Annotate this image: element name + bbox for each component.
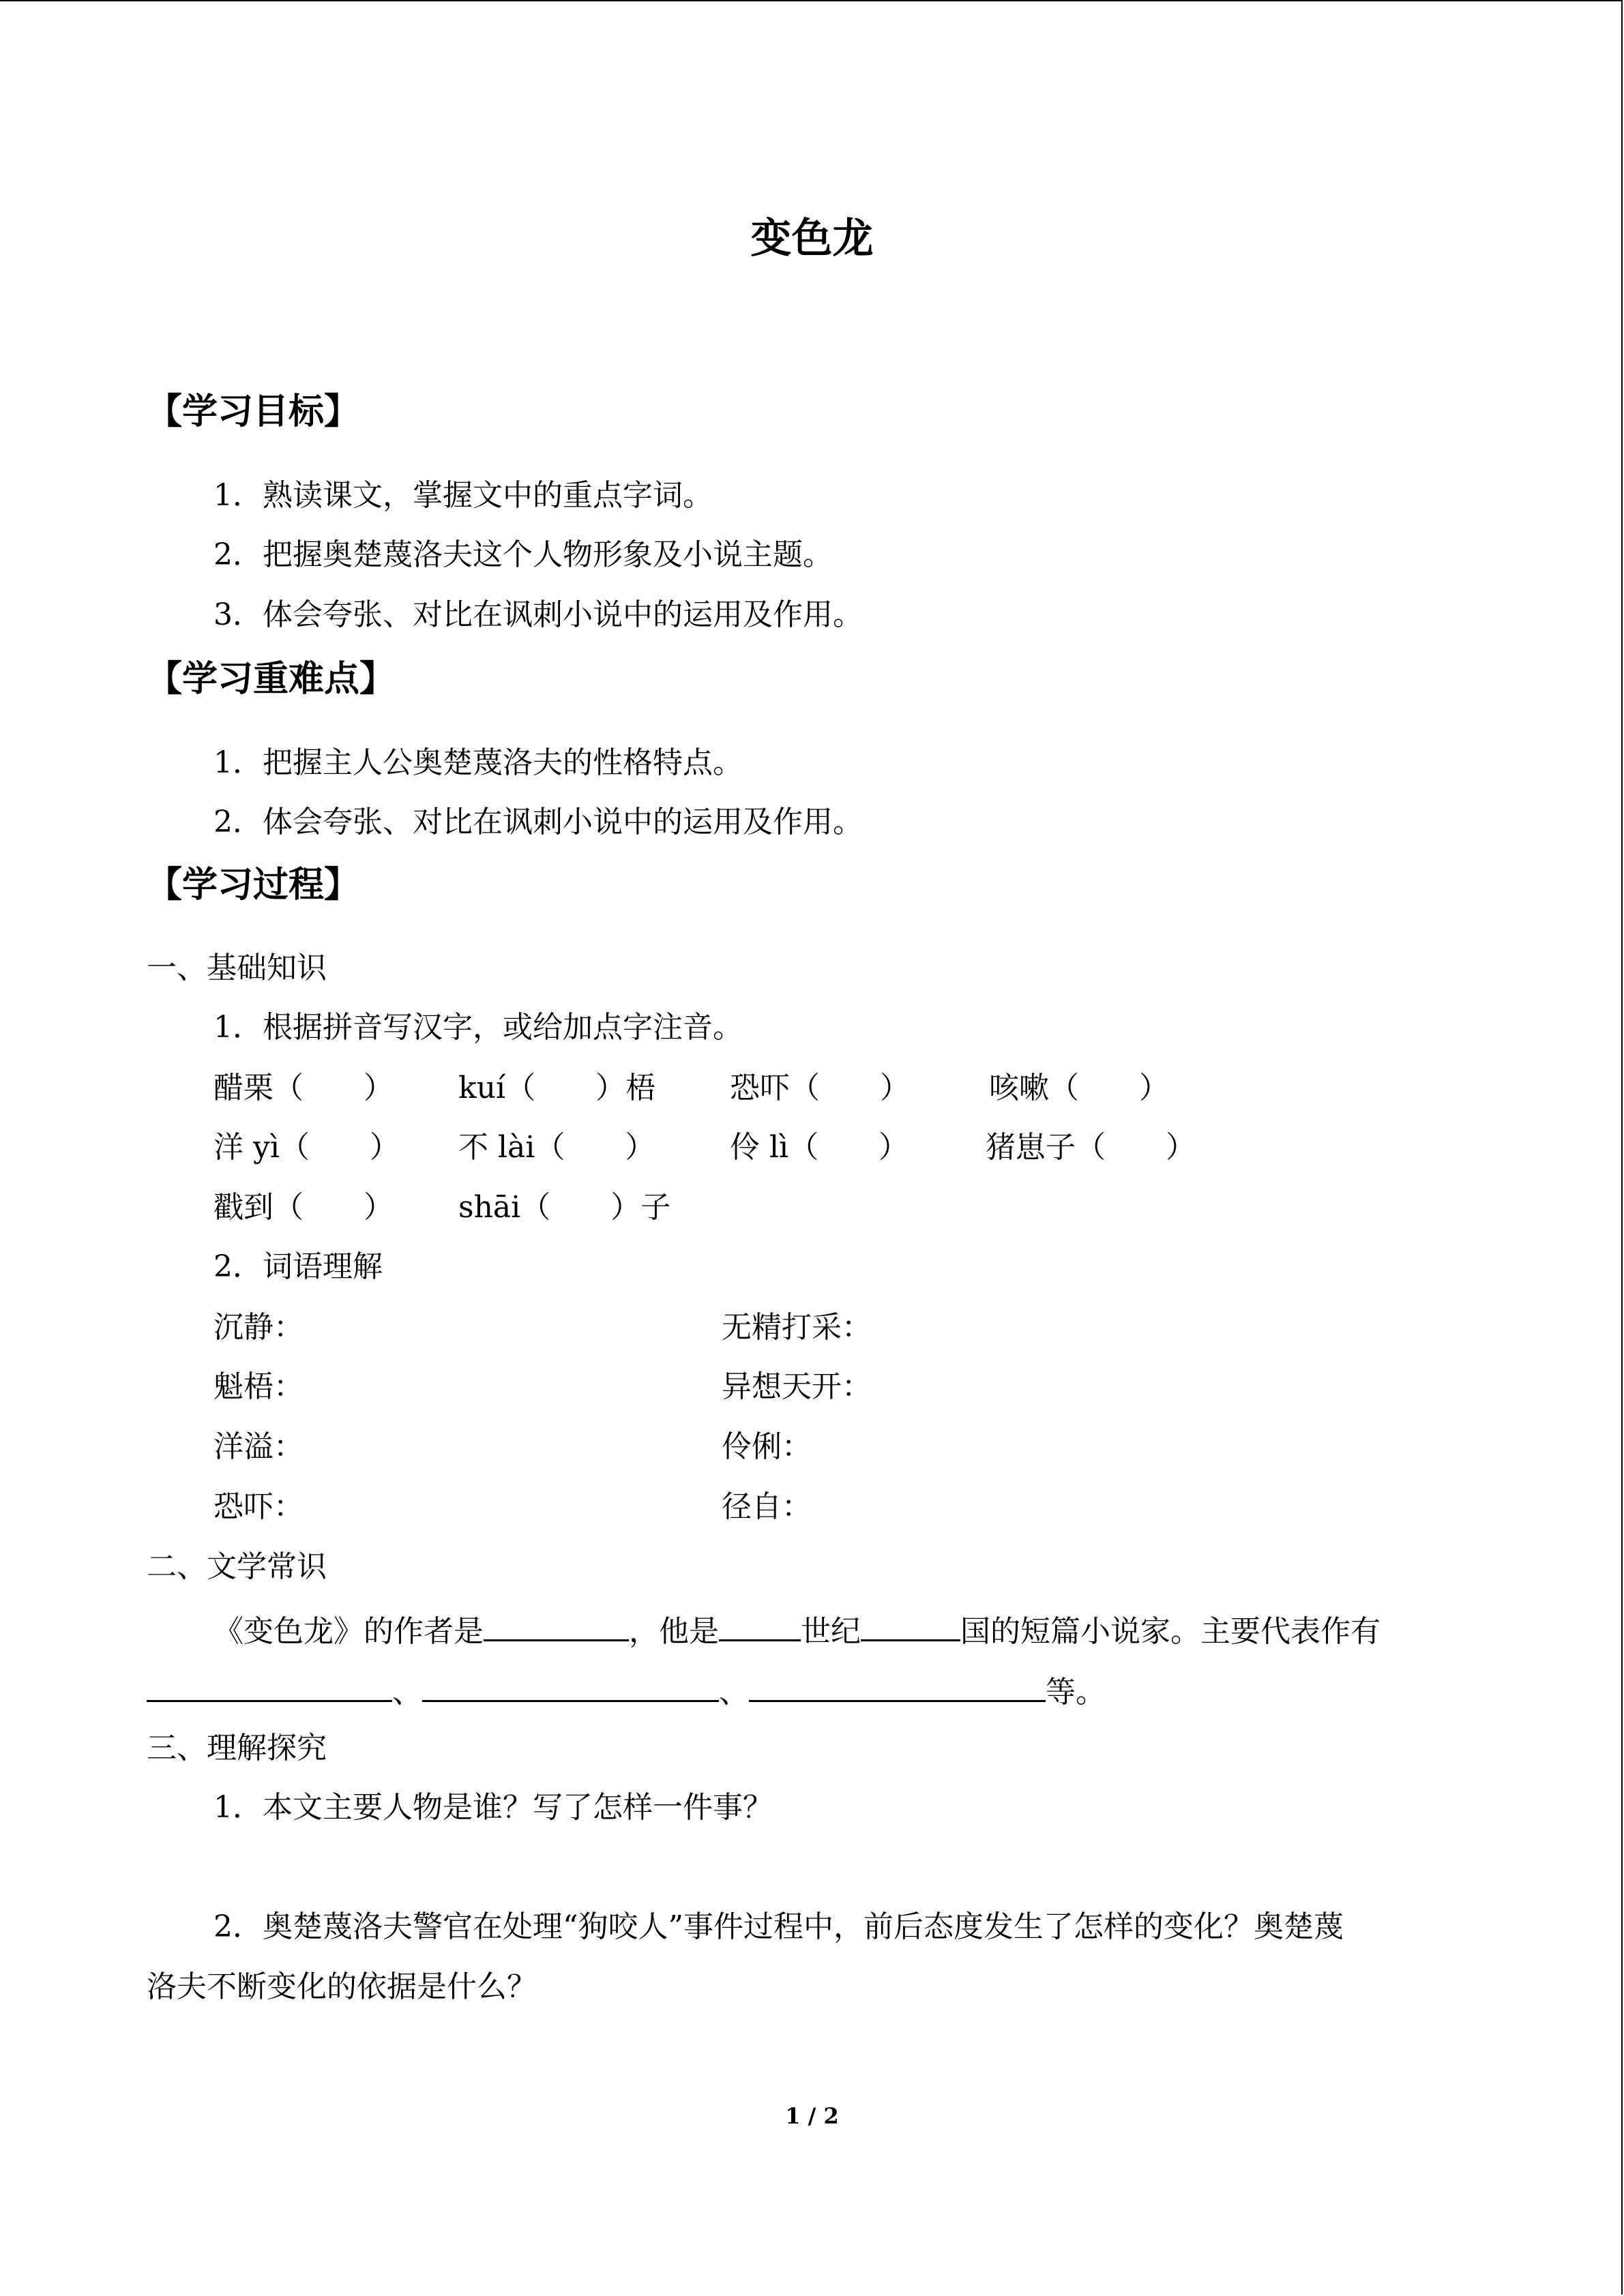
part3-question-2-line2: 洛夫不断变化的依据是什么？ bbox=[147, 1969, 537, 2004]
sentence-text: 世纪 bbox=[801, 1614, 861, 1649]
vocab-term: 恐吓： bbox=[213, 1489, 304, 1524]
literature-sentence-line1 bbox=[213, 1612, 1381, 1647]
country-blank[interactable] bbox=[861, 1612, 960, 1641]
vocab-term: 魁梧： bbox=[213, 1369, 304, 1404]
sentence-text: ，他是 bbox=[629, 1614, 719, 1649]
document-title: 变色龙 bbox=[750, 215, 874, 263]
pinyin-item: 不 lài（ ） bbox=[458, 1130, 655, 1165]
pinyin-item: 恐吓（ ） bbox=[730, 1071, 910, 1105]
heading-key-points: 【学习重难点】 bbox=[147, 658, 396, 700]
pinyin-item: 醋栗（ ） bbox=[213, 1071, 394, 1105]
pinyin-item: kuí（ ）梧 bbox=[458, 1071, 656, 1105]
sentence-text: 《变色龙》的作者是 bbox=[213, 1614, 484, 1649]
sentence-text: 国的短篇小说家。主要代表作有 bbox=[960, 1614, 1381, 1649]
separator: 、 bbox=[719, 1675, 749, 1710]
pinyin-item: 戳到（ ） bbox=[213, 1190, 394, 1225]
pinyin-item: 伶 lì（ ） bbox=[730, 1130, 909, 1165]
part1-heading: 一、基础知识 bbox=[147, 951, 327, 985]
vocab-term: 洋溢： bbox=[213, 1429, 304, 1464]
key-point-item: 2．体会夸张、对比在讽刺小说中的运用及作用。 bbox=[213, 805, 863, 839]
goal-item: 1．熟读课文，掌握文中的重点字词。 bbox=[213, 478, 713, 513]
part3-question-1: 1．本文主要人物是谁？写了怎样一件事？ bbox=[213, 1790, 773, 1825]
pinyin-item: 洋 yì（ ） bbox=[213, 1130, 400, 1165]
pinyin-item: 猪崽子（ ） bbox=[986, 1130, 1196, 1165]
separator: 、 bbox=[392, 1675, 422, 1710]
century-blank[interactable] bbox=[719, 1612, 801, 1641]
work-blank-3[interactable] bbox=[749, 1673, 1046, 1702]
vocab-term: 异想天开： bbox=[722, 1369, 872, 1404]
key-point-item: 1．把握主人公奥楚蔑洛夫的性格特点。 bbox=[213, 745, 743, 780]
part1-q2-prompt: 2．词语理解 bbox=[213, 1249, 383, 1284]
vocab-term: 无精打采： bbox=[722, 1310, 872, 1345]
part2-heading: 二、文学常识 bbox=[147, 1549, 327, 1584]
vocab-term: 沉静： bbox=[213, 1310, 304, 1345]
heading-learning-goals: 【学习目标】 bbox=[147, 391, 360, 432]
goal-item: 2．把握奥楚蔑洛夫这个人物形象及小说主题。 bbox=[213, 537, 833, 572]
vocab-term: 伶俐： bbox=[722, 1429, 812, 1464]
page-number: 1 / 2 bbox=[785, 2103, 839, 2129]
work-blank-2[interactable] bbox=[422, 1673, 719, 1702]
pinyin-item: shāi（ ）子 bbox=[458, 1190, 671, 1225]
literature-sentence-line2 bbox=[147, 1673, 1106, 1708]
part3-question-2-line1: 2．奥楚蔑洛夫警官在处理“狗咬人”事件过程中，前后态度发生了怎样的变化？奥楚蔑 bbox=[213, 1909, 1344, 1944]
author-blank[interactable] bbox=[484, 1612, 629, 1641]
part1-q1-prompt: 1．根据拼音写汉字，或给加点字注音。 bbox=[213, 1010, 743, 1045]
pinyin-item: 咳嗽（ ） bbox=[989, 1071, 1169, 1105]
part3-heading: 三、理解探究 bbox=[147, 1731, 327, 1765]
work-blank-1[interactable] bbox=[147, 1673, 392, 1702]
goal-item: 3．体会夸张、对比在讽刺小说中的运用及作用。 bbox=[213, 597, 863, 632]
heading-learning-process: 【学习过程】 bbox=[147, 864, 360, 906]
sentence-text: 等。 bbox=[1046, 1675, 1106, 1710]
vocab-term: 径自： bbox=[722, 1489, 812, 1524]
